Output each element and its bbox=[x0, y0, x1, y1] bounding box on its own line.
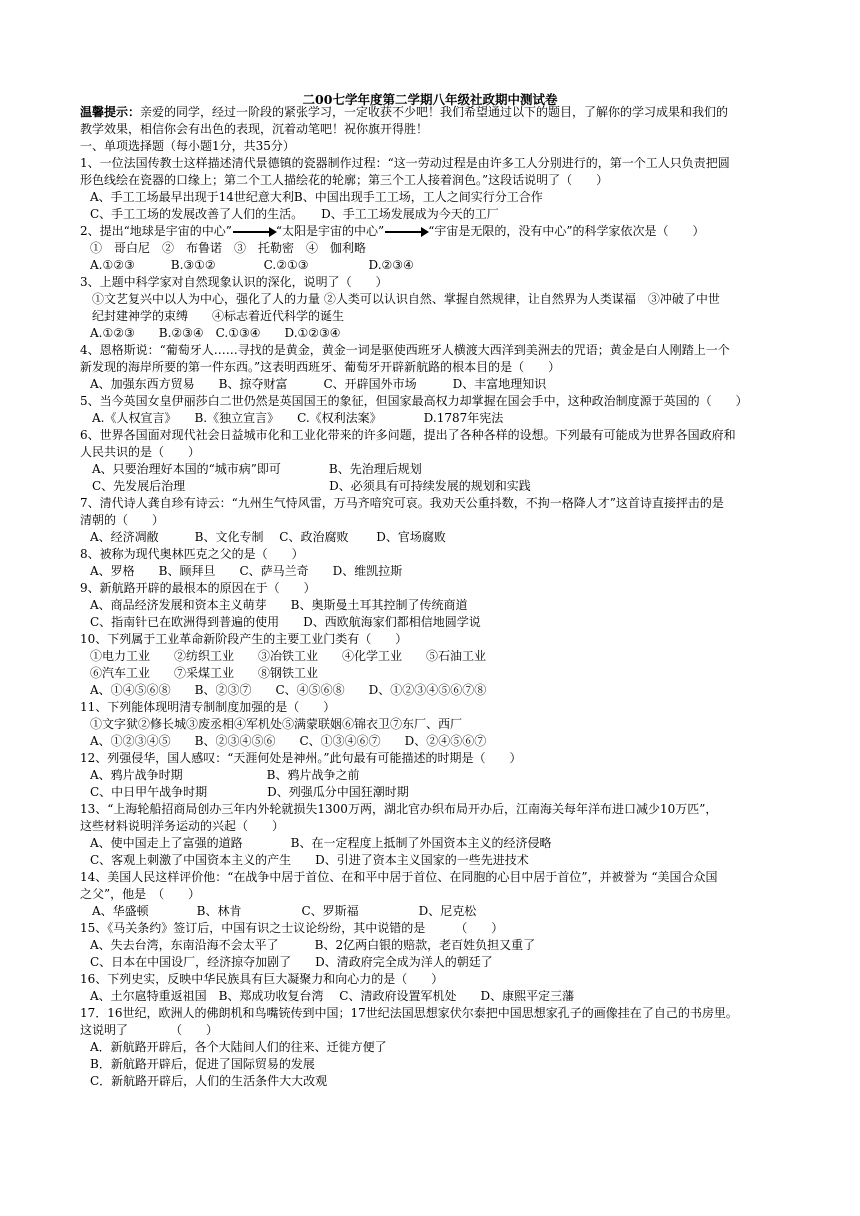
q17-option-c: C．新航路开辟后，人们的生活条件大大改观 bbox=[90, 1074, 328, 1088]
q6-stem-1: 6、世界各国面对现代社会日益城市化和工业化带来的许多问题，提出了各种各样的设想。下列最有可能成为世界各国政府和 bbox=[80, 428, 736, 442]
q13-options-2: C、客观上刺激了中国资本主义的产生 D、引进了资本主义国家的一些先进技术 bbox=[90, 853, 529, 867]
tips-label: 温馨提示： bbox=[80, 105, 141, 119]
q16-options: A、土尔扈特重返祖国 B、郑成功收复台湾 C、清政府设置军机处 D、康熙平定三藩 bbox=[90, 989, 575, 1003]
q17-stem-1: 17．16世纪，欧洲人的佛朗机和鸟嘴铳传到中国；17世纪法国思想家伏尔泰把中国思想家孔子的画像挂在了自己的书房里。 bbox=[80, 1006, 738, 1020]
q10-options: A、①④⑤⑥⑧ B、②③⑦ C、④⑤⑥⑧ D、①②③④⑤⑥⑦⑧ bbox=[90, 683, 487, 697]
q6-options-1: A、只要治理好本国的“城市病”即可 B、先治理后规划 bbox=[92, 462, 422, 476]
q12-stem: 12、列强侵华，国人感叹：“天涯何处是神州。”此句最有可能描述的时期是（ ） bbox=[80, 751, 522, 765]
q11-items: ①文字狱②修长城③废丞相④军机处⑤满蒙联姻⑥锦衣卫⑦东厂、西厂 bbox=[90, 717, 463, 731]
q2-part-a: 2、提出“地球是宇宙的中心” bbox=[80, 224, 232, 238]
q15-options-1: A、失去台湾，东南沿海不会太平了 B、2亿两白银的赔款，老百姓负担又重了 bbox=[90, 938, 536, 952]
q7-options: A、经济凋敝 B、文化专制 C、政治腐败 D、官场腐败 bbox=[90, 530, 446, 544]
q2-part-b: “太阳是宇宙的中心” bbox=[275, 224, 385, 238]
q3-options: A.①②③ B.②③④ C.①③④ D.①②③④ bbox=[90, 326, 341, 340]
q1-stem-1: 1、一位法国传教士这样描述清代景德镇的瓷器制作过程：“这一劳动过程是由许多工人分别进行的，第一个工人只负责把圆 bbox=[80, 156, 730, 170]
q13-options-1: A、使中国走上了富强的道路 B、在一定程度上抵制了外国资本主义的经济侵略 bbox=[90, 836, 552, 850]
tips-line-1 bbox=[80, 104, 728, 121]
tips-line-2: 教学效果，相信你会有出色的表现，沉着动笔吧！祝你旗开得胜！ bbox=[80, 122, 429, 136]
q10-items-2: ⑥汽车工业 ⑦采煤工业 ⑧钢铁工业 bbox=[90, 666, 319, 680]
q9-stem: 9、新航路开辟的最根本的原因在于（ ） bbox=[80, 581, 316, 595]
q4-stem-1: 4、恩格斯说：“葡萄牙人……寻找的是黄金，黄金一词是驱使西班牙人横渡大西洋到美洲去的咒语；黄金是白人刚踏上一个 bbox=[80, 343, 730, 357]
q7-stem-2: 清朝的（ ） bbox=[80, 513, 165, 527]
q17-option-b: B．新航路开辟后，促进了国际贸易的发展 bbox=[90, 1057, 315, 1071]
q6-options-2: C、先发展后治理 D、必须具有可持续发展的规划和实践 bbox=[92, 479, 531, 493]
q9-options-1: A、商品经济发展和资本主义萌芽 B、奥斯曼土耳其控制了传统商道 bbox=[90, 598, 468, 612]
q1-options-1: A、手工工场最早出现于14世纪意大利B、中国出现手工工场，工人之间实行分工合作 bbox=[90, 190, 543, 204]
q11-stem: 11、下列能体现明清专制制度加强的是（ ） bbox=[80, 700, 336, 714]
q13-stem-2: 这些材料说明洋务运动的兴起（ ） bbox=[80, 819, 285, 833]
q4-options: A、加强东西方贸易 B、掠夺财富 C、开辟国外市场 D、丰富地理知识 bbox=[90, 377, 547, 391]
q3-items-1: ①文艺复兴中以人为中心，强化了人的力量 ②人类可以认识自然、掌握自然规律，让自然界为人类谋福 ③冲破了中世 bbox=[92, 292, 720, 306]
q17-stem-2: 这说明了 （ ） bbox=[80, 1023, 219, 1037]
q10-stem: 10、下列属于工业革命新阶段产生的主要工业门类有（ ） bbox=[80, 632, 408, 646]
q15-options-2: C、日本在中国设厂，经济掠夺加剧了 D、清政府完全成为洋人的朝廷了 bbox=[90, 955, 493, 969]
q4-stem-2: 新发现的海岸所要的第一件东西。”这表明西班牙、葡萄牙开辟新航路的根本目的是（ ） bbox=[80, 360, 561, 374]
q14-options: A、华盛顿 B、林肯 C、罗斯福 D、尼克松 bbox=[92, 904, 477, 918]
q13-stem-1: 13、“上海轮船招商局创办三年内外轮就损失1300万两，湖北官办织布局开办后，江南海关每年洋布进口减少10万匹”， bbox=[80, 802, 718, 816]
q2-options: A.①②③ B.③①② C.②①③ D.②③④ bbox=[90, 258, 414, 272]
q14-stem-1: 14、美国人民这样评价他：“在战争中居于首位、在和平中居于首位、在同胞的心目中居于首位”，并被誉为 “美国合众国 bbox=[80, 870, 718, 884]
tips-text-1: 亲爱的同学，经过一阶段的紧张学习，一定收获不少吧！我们希望通过以下的题目，了解你的学习成果和我们的 bbox=[140, 105, 729, 119]
q6-stem-2: 人民共识的是（ ） bbox=[80, 445, 201, 459]
q7-stem-1: 7、清代诗人龚自珍有诗云：“九州生气恃风雷，万马齐喑究可哀。我劝天公重抖数，不拘一格降人才”这首诗直接抨击的是 bbox=[80, 496, 724, 510]
arrow-icon bbox=[385, 231, 427, 233]
q5-stem: 5、当今英国女皇伊丽莎白二世仍然是英国国王的象征，但国家最高权力却掌握在国会手中，这种政治制度源于英国的（ ） bbox=[80, 394, 748, 408]
q14-stem-2: 之父”，他是 （ ） bbox=[80, 887, 201, 901]
section-heading: 一、单项选择题（每小题1分，共35分） bbox=[80, 139, 295, 153]
q17-option-a: A．新航路开辟后，各个大陆间人们的往来、迁徙方便了 bbox=[90, 1040, 387, 1054]
q2-scientists: ① 哥白尼 ② 布鲁诺 ③ 托勒密 ④ 伽利略 bbox=[90, 241, 367, 255]
q8-stem: 8、被称为现代奥林匹克之父的是（ ） bbox=[80, 547, 304, 561]
q9-options-2: C、指南针已在欧洲得到普遍的使用 D、西欧航海家们都相信地圆学说 bbox=[90, 615, 481, 629]
q10-items-1: ①电力工业 ②纺织工业 ③冶铁工业 ④化学工业 ⑤石油工业 bbox=[90, 649, 487, 663]
q2-part-c: “宇宙是无限的，没有中心”的科学家依次是（ ） bbox=[428, 224, 705, 238]
q15-stem: 15、《马关条约》签订后，中国有识之士议论纷纷，其中说错的是 （ ） bbox=[80, 921, 504, 935]
q1-options-2: C、手工工场的发展改善了人们的生活。 D、手工工场发展成为今天的工厂 bbox=[90, 207, 499, 221]
q11-options: A、①②③④⑤ B、②③④⑤⑥ C、①③④⑥⑦ D、②④⑤⑥⑦ bbox=[90, 734, 487, 748]
q3-stem: 3、上题中科学家对自然现象认识的深化，说明了（ ） bbox=[80, 275, 388, 289]
q8-options: A、罗格 B、顾拜旦 C、萨马兰奇 D、维凯拉斯 bbox=[90, 564, 403, 578]
page-title: 二00七学年度第二学期八年级社政期中测试卷 bbox=[302, 92, 558, 107]
q1-stem-2: 形色线绘在瓷器的口缘上；第二个工人描绘花的轮廓；第三个工人接着润色。”这段话说明了（ ） bbox=[80, 173, 609, 187]
q16-stem: 16、下列史实，反映中华民族具有巨大凝聚力和向心力的是（ ） bbox=[80, 972, 444, 986]
q3-items-2: 纪封建神学的束缚 ④标志着近代科学的诞生 bbox=[92, 309, 345, 323]
arrow-icon bbox=[233, 231, 275, 233]
q12-options-2: C、中日甲午战争时期 D、列强瓜分中国狂潮时期 bbox=[90, 785, 409, 799]
q12-options-1: A、鸦片战争时期 B、鸦片战争之前 bbox=[90, 768, 360, 782]
q2-stem bbox=[80, 223, 704, 240]
q5-options: A.《人权宣言》 B.《独立宣言》 C.《权利法案》 D.1787年宪法 bbox=[92, 411, 504, 425]
